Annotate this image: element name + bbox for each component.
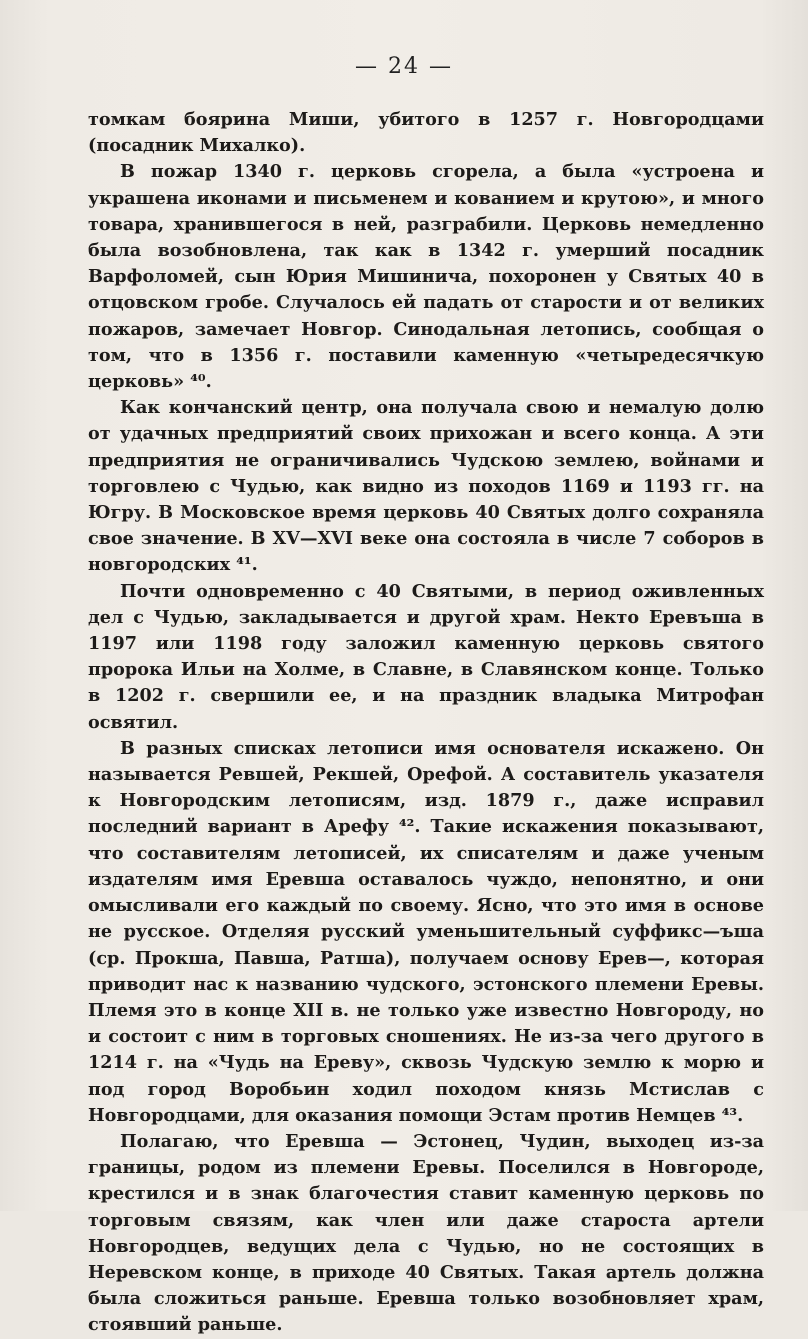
paragraph-4: Почти одновременно с 40 Святыми, в период оживленных дел с Чудью, закладывается и другой храм. Некто Еревъша в 1197 или 1198 году заложил каменную церковь святого пророка Ильи на Холме, в Славне, в Славянском конце. Только в 1202 г. свершили ее, и на праздник владыка Митрофан освятил. [88,580,764,733]
page-body [88,107,764,1339]
paragraph-2: В пожар 1340 г. церковь сгорела, а была «устроена и украшена иконами и письменем и кованием и крутою», и много товара, хранившегося в ней, разграбили. Церковь немедленно была возобновлена, так как в 1342 г. умерший посадник Варфоломей, сын Юрия Мишинича, похоронен у Святых 40 в отцовском гробе. Случалось ей падать от старости и от великих пожаров, замечает Новгор. Синодальная летопись, сообщая о том, что в 1356 г. поставили каменную «четыредесячкую церковь» ⁴⁰. [88,161,764,393]
page-number: — 24 — [355,54,453,79]
paragraph-3: Как кончанский центр, она получала свою и немалую долю от удачных предприятий своих прихожан и всего конца. А эти предприятия не ограничивались Чудскою землею, войнами и торговлею с Чудью, как видно из походов 1169 и 1193 гг. на Югру. В Московское время церковь 40 Святых долго сохраняла свое значение. В XV—XVI веке она состояла в числе 7 соборов в новгородских ⁴¹. [88,397,764,576]
paragraph-5: В разных списках летописи имя основателя искажено. Он называется Ревшей, Рекшей, Орефой. А составитель указателя к Новгородским летописям, изд. 1879 г., даже исправил последний вариант в Арефу ⁴². Такие искажения показывают, что составителям летописей, их списателям и даже ученым издателям имя Еревша оставалось чуждо, непонятно, и они омысливали его каждый по своему. Ясно, что это имя в основе не русское. Отделяя русский уменьшительный суффикс—ъша (ср. Прокша, Павша, Ратша), получаем основу Ерев—, которая приводит нас к названию чудского, эстонского племени Еревы. Племя это в конце XII в. не только уже известно Новгороду, но и состоит с ним в торговых сношениях. Не из-за чего другого в 1214 г. на «Чудь на Ереву», сквозь Чудскую землю к морю и под город Воробьин ходил походом князь Мстислав с Новгородцами, для оказания помощи Эстам против Немцев ⁴³. [88,737,764,1126]
paragraph-1: томкам боярина Миши, убитого в 1257 г. Новгородцами (посадник Михалко). [88,109,764,157]
paragraph-6: Полагаю, что Еревша — Эстонец, Чудин, выходец из-за границы, родом из племени Еревы. Поселился в Новгороде, крестился и в знак благочестия ставит каменную церковь по торговым связям, как член или даже староста артели Новгородцев, ведущих дела с Чудью, но не состоящих в Неревском конце, в приходе 40 Святых. Такая артель должна была сложиться раньше. Еревша только возобновляет храм, стоявший раньше. [88,1130,764,1336]
